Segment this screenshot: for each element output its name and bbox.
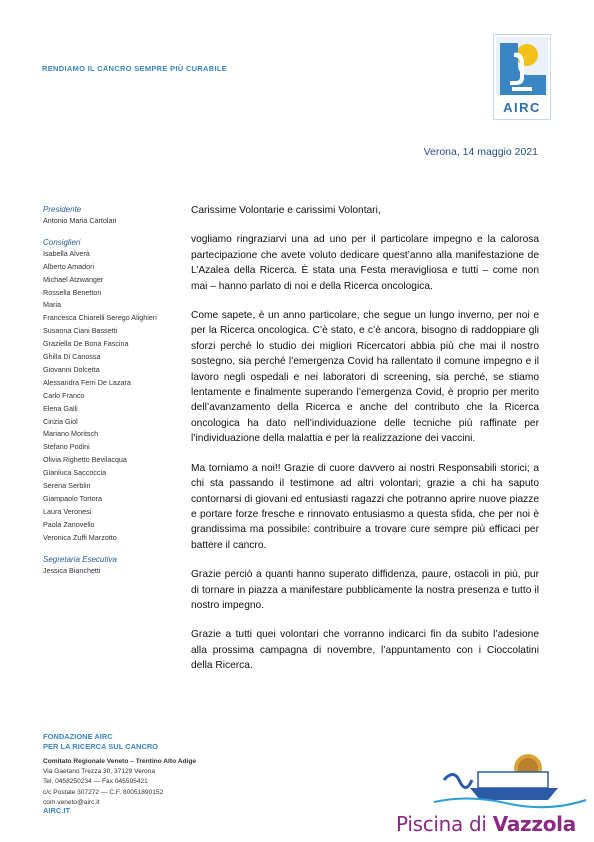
piscina-boat-logo — [430, 750, 590, 810]
president-name: Antonio Maria Cartolari — [43, 216, 117, 225]
paragraph: vogliamo ringraziarvi una ad uno per il particolare impegno e la calorosa partecipazione che avete voluto dedicare quest’anno alla manifestazione de L’Azalea della Ricerca. È stata una Festa meravigliosa e tutti – come non mai – hanno parlato di noi e della Ricerca oncologica. — [191, 234, 539, 292]
councillor-name: Olivia Righetto Bevilacqua — [43, 455, 127, 465]
foundation-name — [43, 732, 158, 752]
councillor-name: Giampaolo Tortora — [43, 494, 102, 504]
tagline: RENDIAMO IL CANCRO SEMPRE PIÙ CURABILE — [42, 64, 228, 73]
councillor-name: Rossella Benetton — [43, 287, 102, 297]
councillor-name: Francesca Chiarelli Serego Alighieri — [43, 313, 157, 323]
paragraph: Come sapete, è un anno particolare, che segue un lungo inverno, per noi e per la Ricerca oncologica. C’è stato, e c’è ancora, bisogno di raddoppiare gli sforzi perché lo studio dei migliori Ricercatori abbia più che mai il nostro sostegno, sia perché l’emergenza Covid ha rallentato il comune impegno e il lavoro negli ospedali e nei laboratori di screening, sia perché, se stiamo lentamente e finalmente superando l’emergenza Covid, è proprio per merito dell’avanzamento della Ricerca e anche del contributo che la Ricerca oncologica ha dato nell’individuazione delle tecniche più raffinate per l’individuazione della malattia e per la realizzazione dei vaccini. — [191, 310, 539, 445]
salutation: Carissime Volontarie e carissimi Volontari, — [191, 205, 381, 216]
secretary-heading: Segretaria Esecutiva — [43, 554, 117, 564]
councillor-name: Mariano Moritsch — [43, 429, 99, 439]
councillor-name: Veronica Zuffi Marzotto — [43, 532, 117, 542]
councillor-name: Ghilla Di Canossa — [43, 352, 101, 362]
paragraph: Grazie a tutti quei volontari che vorranno indicarci fin da subito l’adesione alla prossima campagna di novembre, l’appuntamento con i Cioccolatini della Ricerca. — [191, 629, 539, 672]
website-link[interactable]: AIRC.IT — [43, 806, 71, 815]
president-heading: Presidente — [43, 205, 82, 214]
letter-date: Verona, 14 maggio 2021 — [423, 146, 538, 158]
piscina-brand — [396, 812, 576, 836]
committee-name: Comitato Regionale Veneto – Trentino Alto Adige — [43, 758, 197, 765]
microscope-icon — [494, 35, 550, 101]
councillor-name: Giovanni Dolcetta — [43, 364, 100, 374]
committee-address: Via Gaetano Trezza 30, 37129 Verona — [43, 768, 156, 776]
councillor-name: Serena Serblin — [43, 481, 91, 491]
councillor-name: Graziella De Bona Fascina — [43, 339, 129, 349]
councillors-list — [43, 248, 183, 545]
councillor-name: Carlo Franco — [43, 390, 85, 400]
councillor-name: Paola Zanovello — [43, 519, 95, 529]
councillor-name: Michael Atzwanger — [43, 274, 104, 284]
councillors-block — [43, 238, 183, 545]
committee-postal: c/c Postale 307272 — C.F. 80051890152 — [43, 788, 164, 796]
logo-text: AIRC — [503, 100, 541, 115]
piscina-text-part2: Vazzola — [492, 812, 576, 836]
councillor-name: Cinzia Giol — [43, 416, 78, 426]
president-block — [43, 205, 183, 228]
piscina-text-part1: Piscina di — [396, 812, 493, 836]
councillor-name: Susanna Ciani Bassetti — [43, 326, 118, 336]
councillor-name: Stefano Podini — [43, 442, 90, 452]
councillor-name: Maria — [43, 300, 61, 310]
paragraph: Ma torniamo a noi!! Grazie di cuore davvero ai nostri Responsabili storici; a chi sta passando il testimone ad altri volontari; grazie a chi ha saputo contornarsi di giovani ed entusiasti ragazzi che potranno aprire nuove piazze e portare forze fresche e rinnovato entusiasmo a questa sfida, che per noi è grandissima ma possibile: contribuire a trovare cure sempre più efficaci per battere il cancro. — [191, 462, 539, 551]
councillors-heading: Consiglieri — [43, 237, 81, 247]
councillor-name: Elena Galli — [43, 403, 78, 413]
councillor-name: Gianluca Saccoccia — [43, 468, 107, 478]
committee-contacts — [43, 757, 196, 808]
committee-email[interactable]: com.veneto@airc.it — [43, 798, 100, 806]
secretary-block — [43, 555, 183, 578]
airc-logo — [493, 34, 551, 120]
foundation-line-2: PER LA RICERCA SUL CANCRO — [43, 742, 159, 751]
paragraph: Grazie perciò a quanti hanno superato diffidenza, paure, ostacoli in più, pur di tornare in piazza a manifestare pubblicamente la nostra presenza e tutto il nostro impegno. — [191, 569, 539, 611]
foundation-line-1: FONDAZIONE AIRC — [43, 732, 113, 741]
board-sidebar — [43, 205, 183, 587]
letter-body — [191, 203, 539, 688]
councillor-name: Laura Veronesi — [43, 506, 92, 516]
committee-phone: Tel. 0458250234 — Fax 045595421 — [43, 778, 148, 786]
councillor-name: Alessandra Ferri De Lazara — [43, 377, 131, 387]
secretary-name: Jessica Bianchetti — [43, 565, 101, 575]
councillor-name: Alberto Amadori — [43, 261, 95, 271]
councillor-name: Isabella Alverà — [43, 248, 90, 258]
